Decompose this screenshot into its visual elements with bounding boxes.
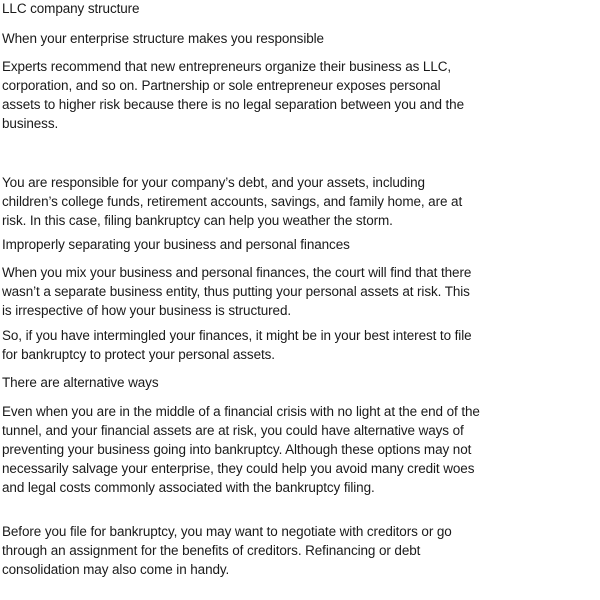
paragraph-mix-finances: When you mix your business and personal finances, the court will find that there wasn’t a separate business entity, thus putting your personal assets at risk. This is irrespective of how your business is structured.	[2, 265, 472, 318]
paragraph-before-filing: Before you file for bankruptcy, you may want to negotiate with creditors or go through an assignment for the benefits of creditors. Refinancing or debt consolidation may also come in handy.	[2, 524, 452, 577]
document-title: LLC company structure	[2, 1, 140, 16]
section-heading-separating-finances: Improperly separating your business and personal finances	[2, 237, 350, 252]
paragraph-experts-recommend: Experts recommend that new entrepreneurs organize their business as LLC, corporation, and so on. Partnership or sole entrepreneur exposes personal assets to higher risk because there is no legal separation between you and the business.	[2, 59, 464, 131]
paragraph-company-debt: You are responsible for your company’s debt, and your assets, including children’s college funds, retirement accounts, savings, and family home, are at risk. In this case, filing bankruptcy can help you weather the storm.	[2, 175, 463, 228]
paragraph-intermingled-finances: So, if you have intermingled your finances, it might be in your best interest to file for bankruptcy to protect your personal assets.	[2, 328, 472, 362]
paragraph-financial-crisis: Even when you are in the middle of a financial crisis with no light at the end of the tunnel, and your financial assets are at risk, you could have alternative ways of preventing your business going into bankruptcy. Although these options may not necessarily salvage your enterprise, they could help you avoid many credit woes and legal costs commonly associated with the bankruptcy filing.	[2, 404, 480, 495]
section-heading-alternative-ways: There are alternative ways	[2, 375, 159, 390]
section-heading-enterprise-structure: When your enterprise structure makes you responsible	[2, 31, 324, 46]
